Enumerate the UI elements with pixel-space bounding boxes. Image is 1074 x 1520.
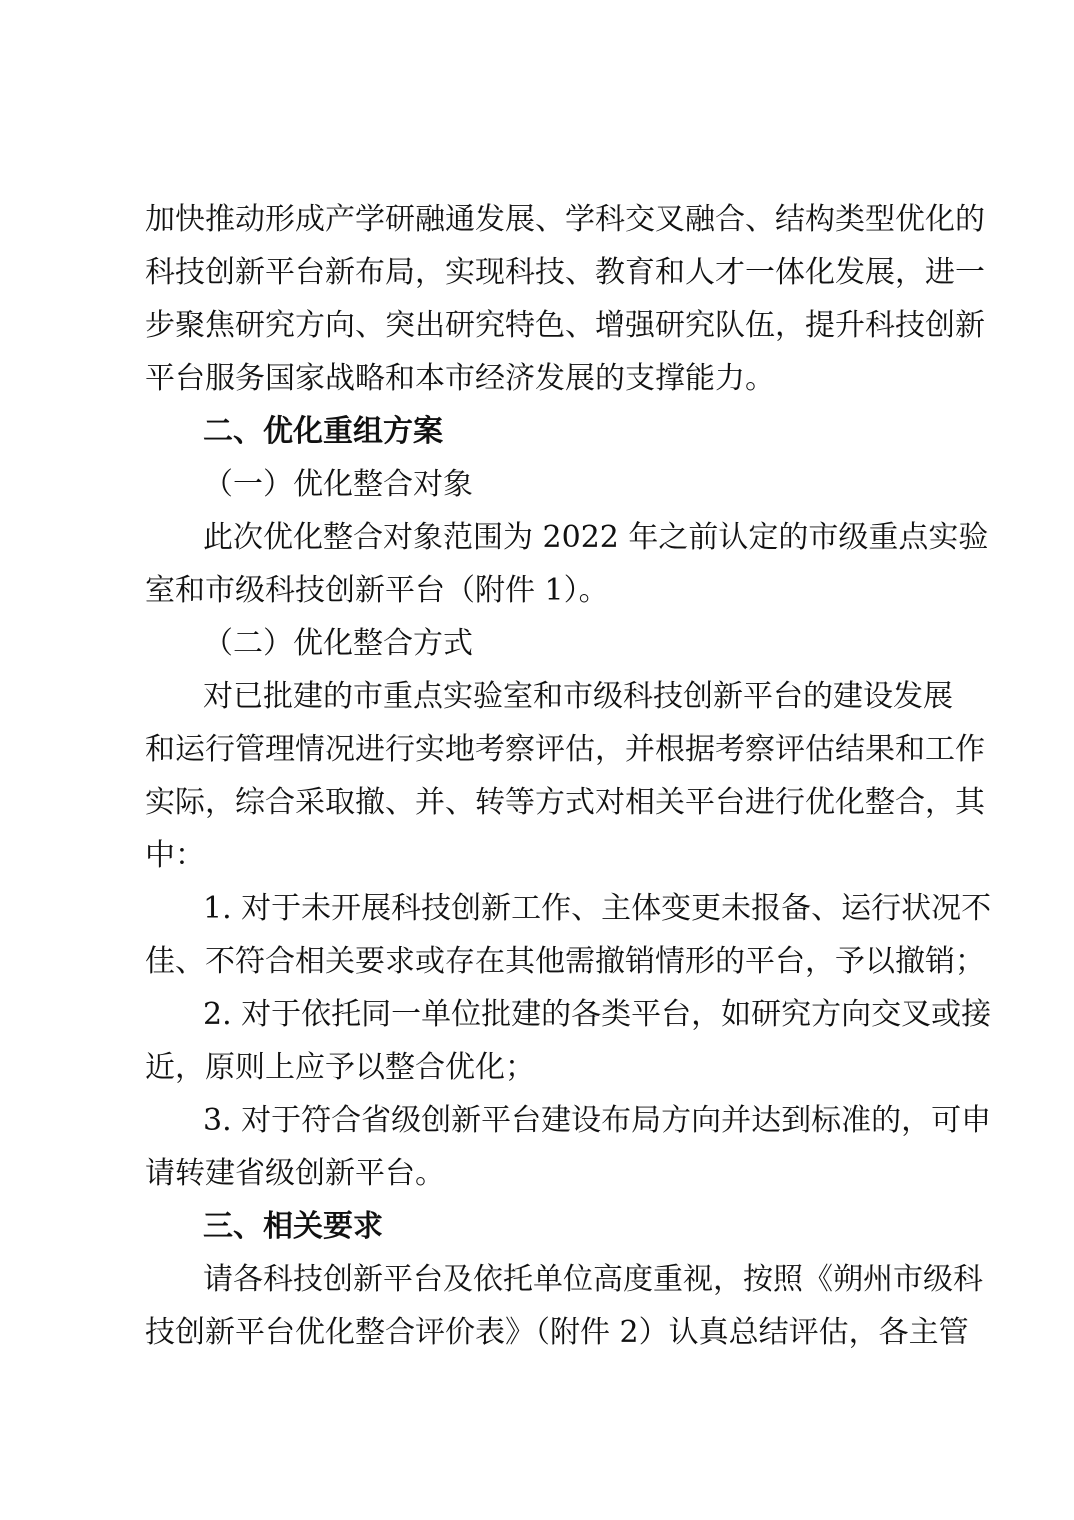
list-item-3-cont: 请转建省级创新平台。 — [145, 1156, 445, 1191]
body-text-line: 加快推动形成产学研融通发展、学科交叉融合、结构类型优化的 — [145, 202, 985, 237]
body-text-line: 科技创新平台新布局，实现科技、教育和人才一体化发展，进一 — [145, 255, 985, 290]
body-text-line: 步聚焦研究方向、突出研究特色、增强研究队伍，提升科技创新 — [145, 308, 985, 343]
list-item-1: 1. 对于未开展科技创新工作、主体变更未报备、运行状况不 — [203, 891, 992, 926]
body-text-line: 中： — [145, 838, 205, 873]
list-item-2-cont: 近，原则上应予以整合优化； — [145, 1050, 535, 1085]
body-text-line: 和运行管理情况进行实地考察评估，并根据考察评估结果和工作 — [145, 732, 985, 767]
list-item-2: 2. 对于依托同一单位批建的各类平台，如研究方向交叉或接 — [203, 997, 992, 1032]
list-item-3: 3. 对于符合省级创新平台建设布局方向并达到标准的，可申 — [203, 1103, 992, 1138]
body-text-line: 对已批建的市重点实验室和市级科技创新平台的建设发展 — [203, 679, 953, 714]
list-item-1-cont: 佳、不符合相关要求或存在其他需撤销情形的平台，予以撤销； — [145, 944, 985, 979]
section-heading-3: 三、相关要求 — [203, 1209, 383, 1244]
subsection-heading-2: （二）优化整合方式 — [203, 626, 473, 661]
section-heading-2: 二、优化重组方案 — [203, 414, 443, 449]
body-text-line: 技创新平台优化整合评价表》（附件 2）认真总结评估，各主管 — [145, 1315, 969, 1350]
body-text-line: 实际，综合采取撤、并、转等方式对相关平台进行优化整合，其 — [145, 785, 985, 820]
body-text-line: 室和市级科技创新平台（附件 1）。 — [145, 573, 609, 608]
body-text-line: 平台服务国家战略和本市经济发展的支撑能力。 — [145, 361, 775, 396]
body-text-line: 此次优化整合对象范围为 2022 年之前认定的市级重点实验 — [203, 520, 989, 555]
subsection-heading-1: （一）优化整合对象 — [203, 467, 473, 502]
body-text-line: 请各科技创新平台及依托单位高度重视，按照《朔州市级科 — [203, 1262, 983, 1297]
